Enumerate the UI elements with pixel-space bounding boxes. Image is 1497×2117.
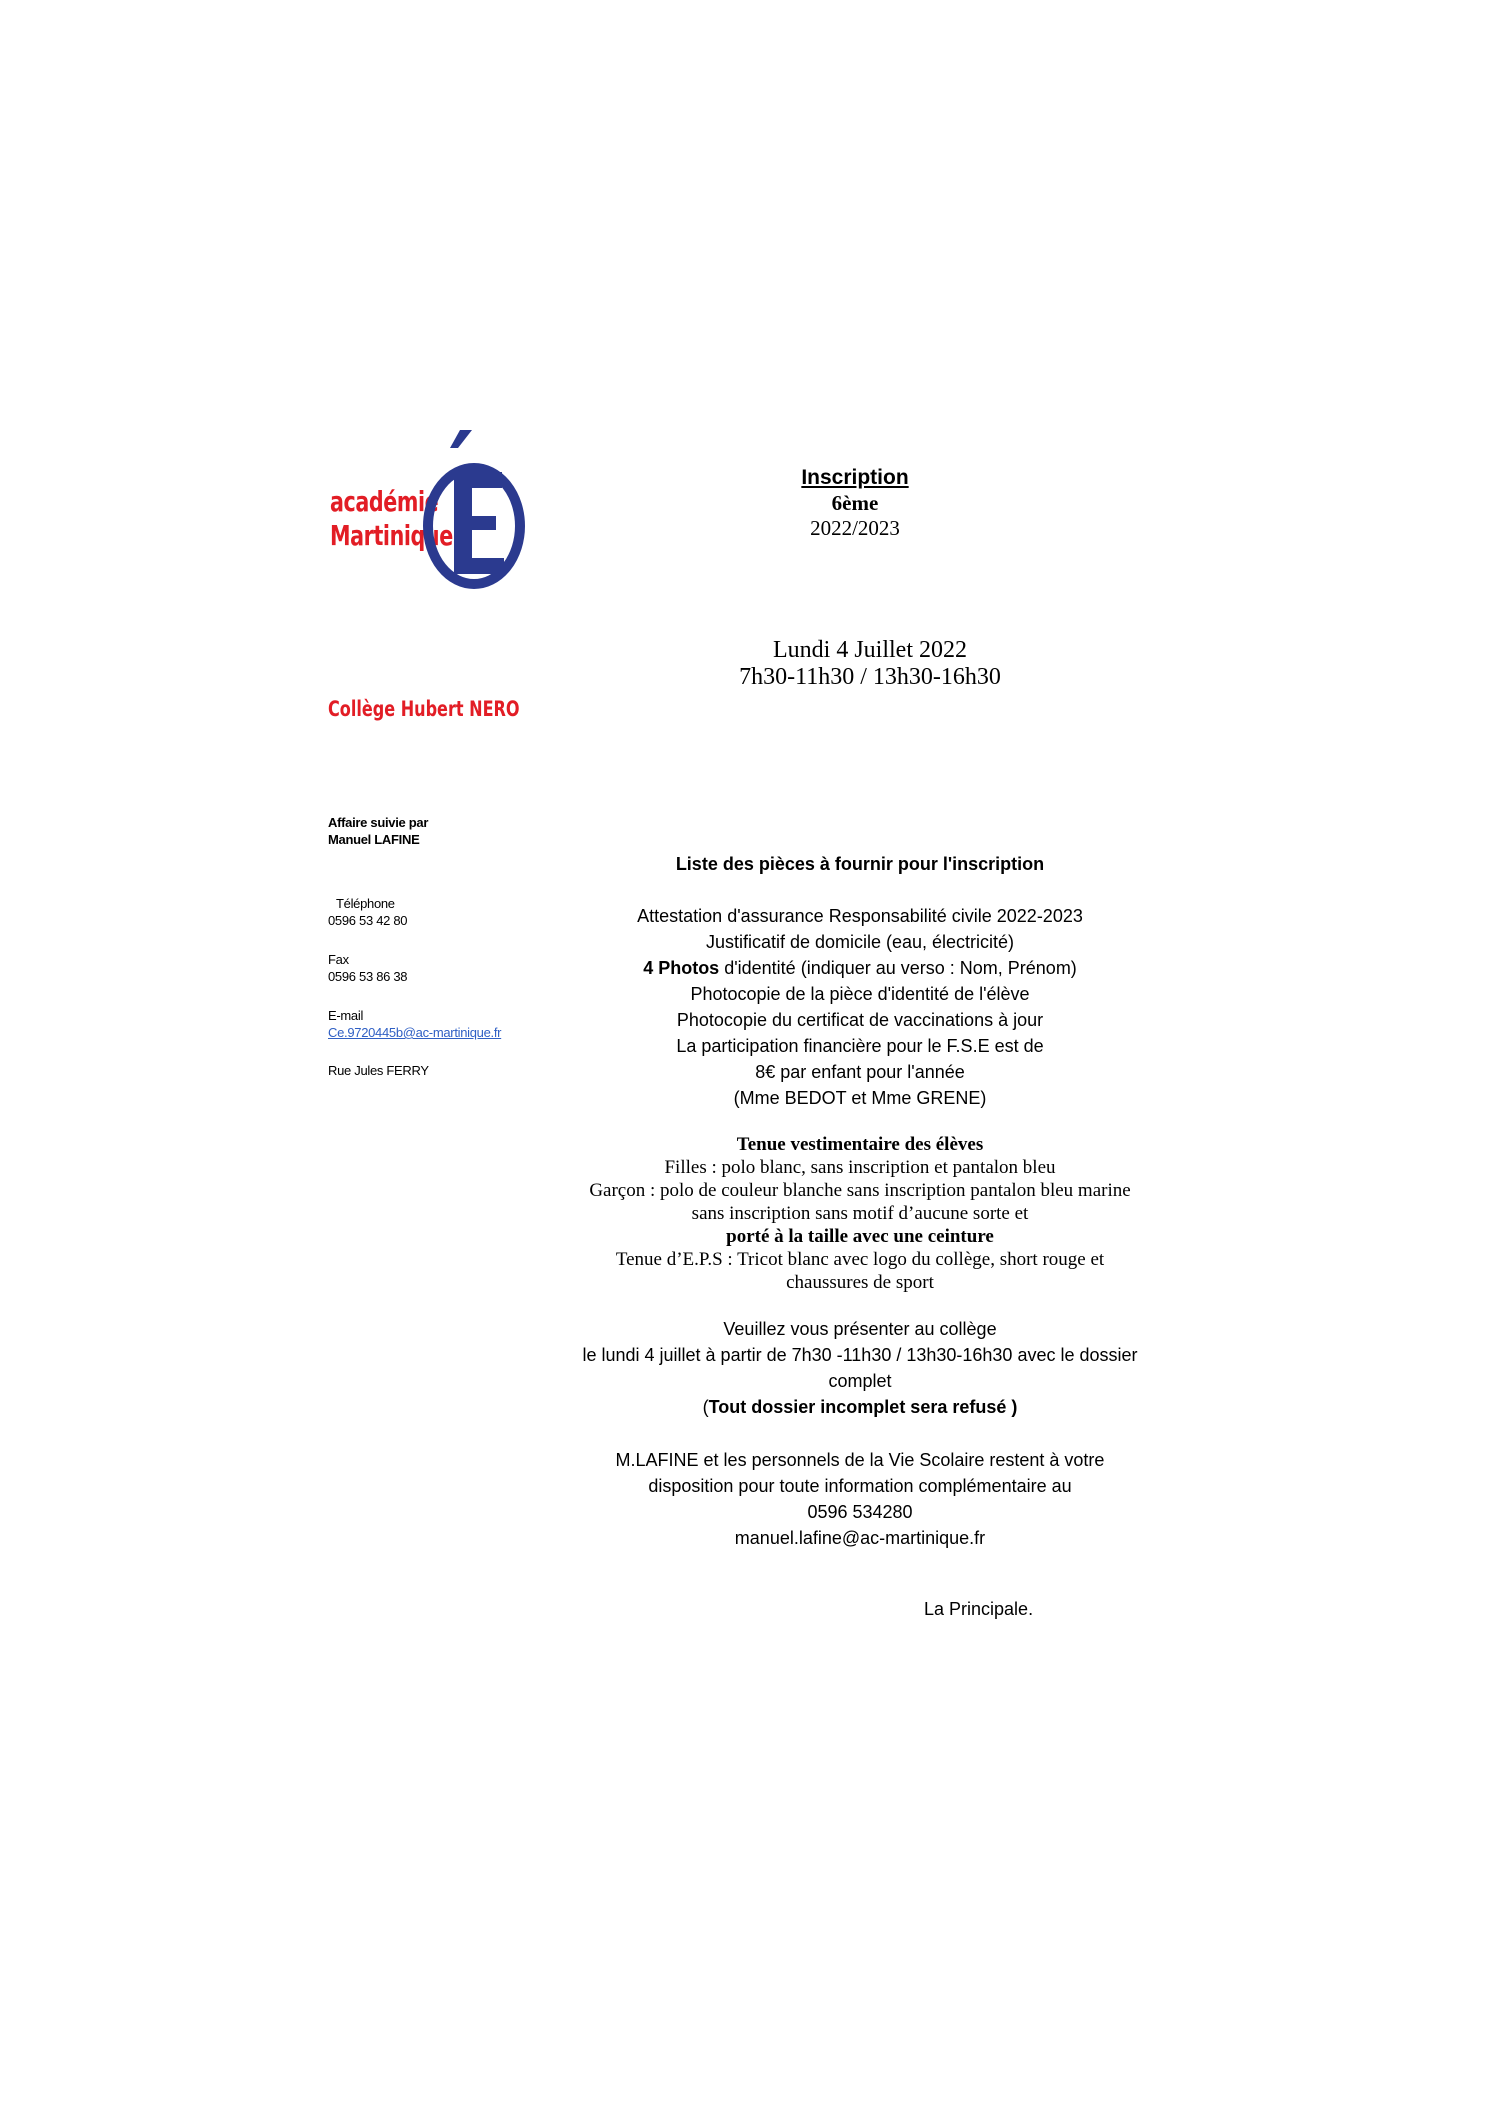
closing-phone: 0596 534280: [807, 1502, 913, 1522]
dress-code-eps-continued: chaussures de sport: [786, 1272, 934, 1293]
dress-code-belt: porté à la taille avec une ceinture: [726, 1226, 994, 1247]
list-item: Photocopie de la pièce d'identité de l'élève: [690, 984, 1030, 1004]
list-item: (Mme BEDOT et Mme GRENE): [733, 1088, 987, 1108]
class-level: 6ème: [831, 491, 879, 515]
dress-code-boys-continued: sans inscription sans motif d’aucune sorte et: [691, 1203, 1029, 1224]
closing-section: [550, 1447, 1170, 1551]
photos-details: d'identité (indiquer au verso : Nom, Prénom): [719, 958, 1077, 978]
closing-line: M.LAFINE et les personnels de la Vie Scolaire restent à votre: [615, 1450, 1105, 1470]
document-title: Inscription: [801, 466, 909, 489]
dress-code-section: [550, 1133, 1170, 1294]
dress-code-title: Tenue vestimentaire des élèves: [736, 1134, 984, 1155]
followed-by-name: Manuel LAFINE: [328, 832, 420, 847]
list-item: Attestation d'assurance Responsabilité civile 2022-2023: [637, 906, 1083, 926]
closing-email: manuel.lafine@ac-martinique.fr: [734, 1528, 986, 1548]
email-link[interactable]: Ce.9720445b@ac-martinique.fr: [328, 1025, 502, 1040]
list-item: Photocopie du certificat de vaccinations à jour: [676, 1010, 1044, 1030]
logo-text-academie: académie: [330, 485, 439, 518]
list-item: Justificatif de domicile (eau, électricité): [705, 932, 1015, 952]
dress-code-eps: Tenue d’E.P.S : Tricot blanc avec logo du collège, short rouge et: [615, 1249, 1105, 1270]
warning-text: Tout dossier incomplet sera refusé ): [708, 1397, 1018, 1417]
list-item: 8€ par enfant pour l'année: [755, 1062, 965, 1082]
photos-count: 4 Photos: [643, 958, 720, 978]
school-name: Collège Hubert NERO: [328, 697, 520, 721]
dress-code-boys: Garçon : polo de couleur blanche sans inscription pantalon bleu marine: [589, 1180, 1131, 1201]
academie-logo: [330, 430, 530, 590]
list-item: La participation financière pour le F.S.E est de: [676, 1036, 1044, 1056]
school-year: 2022/2023: [810, 516, 900, 540]
presentation-section: [550, 1316, 1170, 1420]
dress-code-girls: Filles : polo blanc, sans inscription et pantalon bleu: [664, 1157, 1056, 1178]
street-address: Rue Jules FERRY: [328, 1063, 429, 1078]
logo-text-martinique: Martinique: [330, 519, 453, 552]
email-label: E-mail: [328, 1008, 364, 1023]
fax-label: Fax: [328, 952, 349, 967]
closing-line: disposition pour toute information complémentaire au: [648, 1476, 1072, 1496]
documents-list-title: Liste des pièces à fournir pour l'inscription: [675, 854, 1045, 874]
presentation-line: complet: [828, 1371, 892, 1391]
documents-list: [550, 903, 1170, 1111]
followed-by-label: Affaire suivie par: [328, 815, 429, 830]
logo-e-emblem-icon: [416, 430, 528, 590]
phone-number: 0596 53 42 80: [328, 913, 408, 928]
fax-number: 0596 53 86 38: [328, 969, 408, 984]
registration-hours: 7h30-11h30 / 13h30-16h30: [739, 664, 1001, 690]
warning-paren: (: [702, 1397, 709, 1417]
phone-label: Téléphone: [336, 896, 395, 911]
registration-date: Lundi 4 Juillet 2022: [773, 637, 967, 663]
signature: La Principale.: [924, 1599, 1034, 1619]
incomplete-warning: [550, 1394, 1170, 1420]
presentation-line: Veuillez vous présenter au collège: [723, 1319, 997, 1339]
presentation-line: le lundi 4 juillet à partir de 7h30 -11h30 / 13h30-16h30 avec le dossier: [582, 1345, 1138, 1365]
list-item-photos: [550, 955, 1170, 981]
